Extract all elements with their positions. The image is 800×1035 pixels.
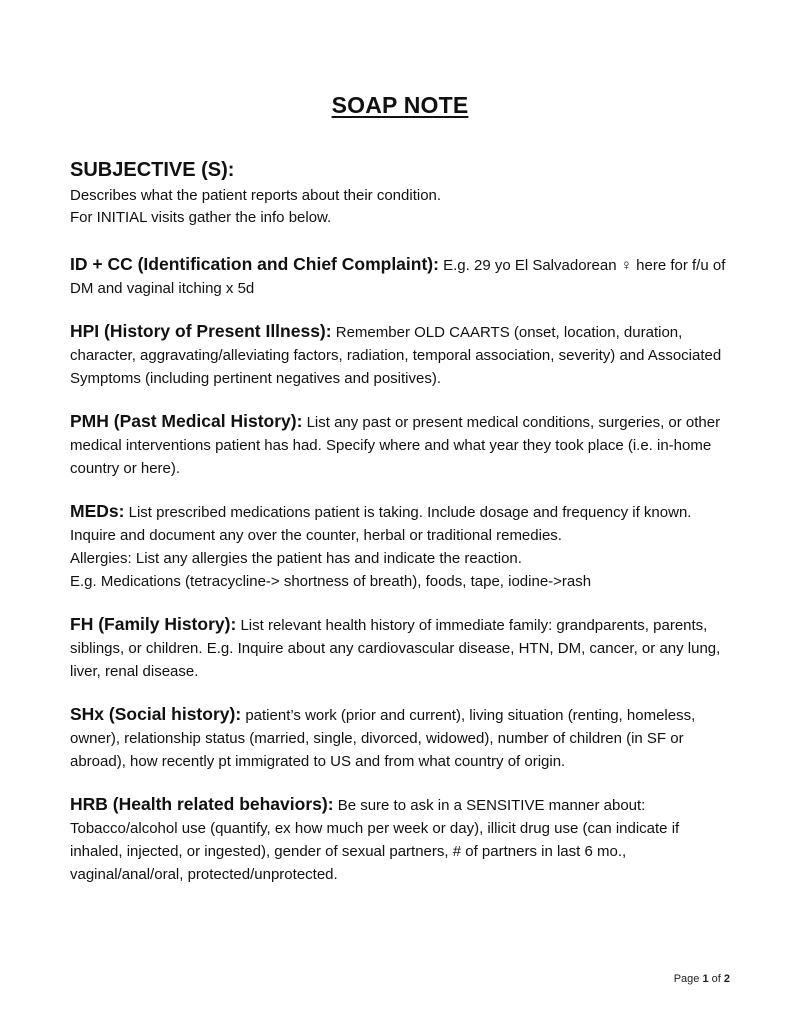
section-fh xyxy=(70,613,730,683)
section-body: Remember OLD CAARTS (onset, location, duration, character, aggravating/alleviating factors, radiation, temporal association, severity) and Associated Symptoms (including pertinent negatives and positives). xyxy=(70,324,722,387)
total-pages-number: 2 xyxy=(723,973,730,985)
section-shx xyxy=(70,703,730,773)
section-heading: MEDs: xyxy=(70,501,125,521)
current-page-number: 1 xyxy=(702,973,709,985)
section-heading: FH (Family History): xyxy=(70,614,237,634)
section-hrb xyxy=(70,793,730,886)
document-title: SOAP NOTE xyxy=(331,92,469,118)
intro-line: For INITIAL visits gather the info below. xyxy=(70,209,332,226)
page-number-footer xyxy=(674,973,730,985)
section-body: patient’s work (prior and current), living situation (renting, homeless, owner), relationship status (married, single, divorced, widowed), number of children (in SF or abroad), how recently pt immigrated to US and from what country of origin. xyxy=(70,707,696,770)
section-body: List prescribed medications patient is taking. Include dosage and frequency if known. Inquire and document any over the counter, herbal or traditional remedies. xyxy=(70,504,692,544)
intro-line: Describes what the patient reports about their condition. xyxy=(70,187,442,204)
document-content xyxy=(70,157,730,886)
section-heading: PMH (Past Medical History): xyxy=(70,411,303,431)
section-heading: HRB (Health related behaviors): xyxy=(70,794,334,814)
section-body: E.g. 29 yo El Salvadorean ♀ here for f/u of DM and vaginal itching x 5d xyxy=(70,257,726,297)
section-heading: HPI (History of Present Illness): xyxy=(70,321,332,341)
section-body: List relevant health history of immediate family: grandparents, parents, siblings, or children. E.g. Inquire about any cardiovascular disease, HTN, DM, cancer, or any lung, liver, renal disease. xyxy=(70,617,721,680)
subjective-heading: SUBJECTIVE (S): xyxy=(70,159,235,181)
section-body: Be sure to ask in a SENSITIVE manner about: Tobacco/alcohol use (quantify, ex how much per week or day), illicit drug use (can indicate if inhaled, injected, or ingested), gender of sexual partners, # of partners in last 6 mo., vaginal/anal/oral, protected/unprotected. xyxy=(70,797,680,883)
section-id-cc xyxy=(70,253,730,300)
allergies-example-line: E.g. Medications (tetracycline-> shortness of breath), foods, tape, iodine->rash xyxy=(70,573,592,590)
section-hpi xyxy=(70,320,730,390)
of-label: of xyxy=(708,973,724,985)
section-body: List any past or present medical conditions, surgeries, or other medical interventions patient has had. Specify where and what year they took place (i.e. in-home country or here). xyxy=(70,414,721,477)
section-pmh xyxy=(70,410,730,480)
section-heading: SHx (Social history): xyxy=(70,704,242,724)
page-label: Page xyxy=(673,973,703,985)
section-meds xyxy=(70,500,730,593)
subjective-intro xyxy=(70,185,730,229)
section-heading: ID + CC (Identification and Chief Complaint): xyxy=(70,254,439,274)
allergies-line: Allergies: List any allergies the patient has and indicate the reaction. xyxy=(70,550,522,567)
